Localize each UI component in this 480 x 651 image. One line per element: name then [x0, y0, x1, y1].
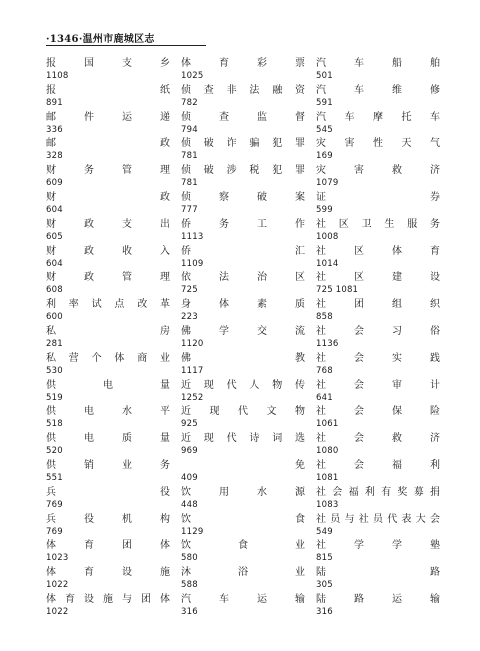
page-number: 815 — [316, 553, 333, 564]
index-term: 侨 务 工 作 — [181, 218, 305, 230]
page-number: 1025 — [181, 71, 204, 81]
index-term: 兵 役 机 构 — [46, 513, 170, 525]
page-number: 1120 — [181, 338, 204, 349]
page-number: 781 — [181, 178, 198, 189]
index-entry — [46, 245, 170, 272]
index-term: 体 育 设 施 与 团 体 — [46, 593, 170, 605]
page-number: 519 — [46, 392, 63, 403]
index-term: 财 政 — [46, 191, 170, 203]
index-term: 灾 害 救 济 — [316, 165, 440, 177]
page-number: 725 — [181, 285, 198, 296]
index-term: 财 政 收 入 — [46, 245, 170, 257]
index-term: 身 体 素 质 — [181, 299, 305, 311]
index-entry — [316, 218, 440, 245]
page-number: 599 — [316, 204, 333, 215]
page-number: 605 — [46, 231, 63, 242]
index-term: 体 育 彩 票 — [181, 58, 305, 69]
index-entry — [46, 137, 170, 164]
page-number: 588 — [181, 580, 198, 591]
index-term: 社 区 体 育 — [316, 245, 440, 257]
index-term: 侦 查 监 督 — [181, 111, 305, 123]
index-term: 饮 用 水 源 — [181, 486, 305, 498]
index-entry — [316, 539, 440, 566]
index-term: 报 纸 — [46, 84, 170, 96]
page-number: 448 — [181, 499, 198, 510]
index-term: 证 券 — [316, 191, 440, 203]
index-term: 社 会 救 济 — [316, 433, 440, 445]
index-entry — [316, 111, 440, 138]
index-entry — [181, 459, 305, 486]
index-entry — [46, 218, 170, 245]
page-number: 891 — [46, 97, 63, 108]
page-number: 600 — [46, 312, 63, 323]
index-entry — [181, 539, 305, 566]
index-entry — [181, 84, 305, 111]
index-term: 饮 食 — [181, 513, 305, 525]
index-term: 社 会 福 利 有 奖 募 捐 — [316, 486, 440, 498]
index-entry — [316, 57, 440, 84]
page-number: 794 — [181, 124, 198, 135]
page-number: 725 1081 — [316, 285, 359, 296]
index-term: 饮 食 业 — [181, 540, 305, 552]
index-term: 邮 件 运 递 — [46, 111, 170, 123]
page-number: 1129 — [181, 526, 204, 537]
index-entry — [46, 379, 170, 406]
index-term: 供 电 质 量 — [46, 433, 170, 445]
index-term: 社 区 卫 生 服 务 — [316, 218, 440, 230]
index-entry — [316, 486, 440, 513]
page-number: 1081 — [316, 472, 339, 483]
page-number: 336 — [46, 124, 63, 135]
index-term: 侦 察 破 案 — [181, 191, 305, 203]
index-entry — [46, 513, 170, 540]
index-entry — [46, 57, 170, 84]
index-entry — [181, 111, 305, 138]
index-term: 财 政 管 理 — [46, 272, 170, 284]
page-number: 609 — [46, 178, 63, 189]
page-number: 769 — [46, 526, 63, 537]
page-number: 925 — [181, 419, 198, 430]
page-number: 530 — [46, 365, 63, 376]
index-term: 近 现 代 文 物 — [181, 406, 305, 418]
page-number: 969 — [181, 446, 198, 457]
index-term: 财 政 支 出 — [46, 218, 170, 230]
index-term: 利 率 试 点 改 革 — [46, 299, 170, 311]
index-entry — [316, 405, 440, 432]
index-entry — [46, 191, 170, 218]
page-number: 305 — [316, 580, 333, 591]
index-term: 社 员 与 社 员 代 表 大 会 — [316, 513, 440, 525]
page-number: 1008 — [316, 231, 339, 242]
index-entry — [46, 566, 170, 593]
page-number: 781 — [181, 151, 198, 162]
index-term: 社 学 学 塾 — [316, 540, 440, 552]
page-number: 1136 — [316, 338, 339, 349]
index-entry — [181, 218, 305, 245]
index-entry — [181, 513, 305, 540]
page-number: 409 — [181, 472, 198, 483]
page-number: 1083 — [316, 499, 339, 510]
index-entry — [181, 379, 305, 406]
index-term: 佛 学 交 流 — [181, 325, 305, 337]
index-entry — [181, 486, 305, 513]
index-entry — [316, 566, 440, 593]
page-number: 604 — [46, 204, 63, 215]
page-number: 328 — [46, 151, 63, 162]
index-entry — [316, 137, 440, 164]
page-number: 1022 — [46, 580, 69, 591]
page-number: 858 — [316, 312, 333, 323]
index-term: 侨 汇 — [181, 245, 305, 257]
index-term: 汽 车 运 输 — [181, 593, 305, 605]
index-term: 财 务 管 理 — [46, 165, 170, 177]
index-entry — [46, 352, 170, 379]
index-entry — [316, 325, 440, 352]
index-term: 依 法 治 区 — [181, 272, 305, 284]
index-term: 社 团 组 织 — [316, 299, 440, 311]
index-entry — [316, 298, 440, 325]
page-number: 316 — [316, 606, 333, 617]
page-number: 768 — [316, 365, 333, 376]
index-term: 社 会 实 践 — [316, 352, 440, 364]
index-term: 私 房 — [46, 325, 170, 337]
index-entry — [46, 271, 170, 298]
index-entry — [181, 271, 305, 298]
index-term: 供 电 水 平 — [46, 406, 170, 418]
page-number: 223 — [181, 312, 198, 323]
index-term: 陆 路 — [316, 567, 440, 579]
index-entry — [316, 271, 440, 298]
index-entry — [316, 164, 440, 191]
index-entry — [316, 459, 440, 486]
index-term: 社 区 建 设 — [316, 272, 440, 284]
page-number: 580 — [181, 553, 198, 564]
index-column-middle — [181, 57, 305, 620]
page-number: 591 — [316, 97, 333, 108]
index-term: 体 育 设 施 — [46, 567, 170, 579]
index-term: 私 营 个 体 商 业 — [46, 352, 170, 364]
index-entry — [316, 191, 440, 218]
index-term: 汽 车 维 修 — [316, 84, 440, 96]
index-entry — [46, 298, 170, 325]
index-term: 佛 教 — [181, 352, 305, 364]
page-number: 1023 — [46, 553, 69, 564]
index-term: 近 现 代 人 物 传 — [181, 379, 305, 391]
index-entry — [46, 405, 170, 432]
page-number: 777 — [181, 204, 198, 215]
index-term: 报 国 支 乡 — [46, 58, 170, 69]
page-number: 608 — [46, 285, 63, 296]
index-term: 侦 破 涉 税 犯 罪 — [181, 165, 305, 177]
page-number: 1109 — [181, 258, 204, 269]
index-entry — [46, 164, 170, 191]
index-term: 汽 车 摩 托 车 — [316, 111, 440, 123]
index-entry — [181, 137, 305, 164]
index-entry — [46, 432, 170, 459]
index-entry — [181, 352, 305, 379]
page-number: 1113 — [181, 231, 204, 242]
index-entry — [181, 298, 305, 325]
index-entry — [46, 84, 170, 111]
index-entry — [181, 164, 305, 191]
index-entry — [46, 486, 170, 513]
index-entry — [316, 432, 440, 459]
index-entry — [316, 245, 440, 272]
index-term: 邮 政 — [46, 138, 170, 150]
index-entry — [316, 379, 440, 406]
index-term: 社 会 审 计 — [316, 379, 440, 391]
index-term: 供 电 量 — [46, 379, 170, 391]
index-entry — [181, 325, 305, 352]
page-number: 782 — [181, 97, 198, 108]
index-term: 近 现 代 诗 词 选 — [181, 433, 305, 445]
page-number: 604 — [46, 258, 63, 269]
page-number: 520 — [46, 446, 63, 457]
index-term: 兵 役 — [46, 486, 170, 498]
running-header: ·1346·温州市鹿城区志 — [46, 34, 155, 45]
page-number: 501 — [316, 71, 333, 81]
page-number: 1079 — [316, 178, 339, 189]
index-entry — [181, 593, 305, 620]
page-number: 551 — [46, 472, 63, 483]
index-entry — [181, 57, 305, 84]
index-entry — [181, 566, 305, 593]
index-entry — [181, 191, 305, 218]
index-entry — [181, 245, 305, 272]
page-number: 545 — [316, 124, 333, 135]
index-term: 侦 破 诈 骗 犯 罪 — [181, 138, 305, 150]
index-term: 灾 害 性 天 气 — [316, 138, 440, 150]
index-entry — [316, 593, 440, 620]
page-number: 549 — [316, 526, 333, 537]
page-number: 281 — [46, 338, 63, 349]
index-entry — [46, 539, 170, 566]
page-number: 1022 — [46, 606, 69, 617]
index-term: 免 — [295, 459, 305, 471]
page-number: 641 — [316, 392, 333, 403]
index-entry — [181, 432, 305, 459]
page-number: 769 — [46, 499, 63, 510]
page-number: 1014 — [316, 258, 339, 269]
page-number: 316 — [181, 606, 198, 617]
index-entry — [316, 352, 440, 379]
index-entry — [46, 325, 170, 352]
index-entry — [46, 111, 170, 138]
index-entry — [316, 84, 440, 111]
page-number: 1252 — [181, 392, 204, 403]
index-term: 社 会 福 利 — [316, 459, 440, 471]
index-term: 供 销 业 务 — [46, 459, 170, 471]
index-term: 体 育 团 体 — [46, 540, 170, 552]
index-term: 沐 浴 业 — [181, 567, 305, 579]
index-entry — [181, 405, 305, 432]
index-term: 侦 查 非 法 融 资 — [181, 84, 305, 96]
page-number: 169 — [316, 151, 333, 162]
index-entry — [46, 593, 170, 620]
page-number: 1080 — [316, 446, 339, 457]
page-number: 1061 — [316, 419, 339, 430]
header-rule — [46, 45, 206, 46]
index-term: 社 会 习 俗 — [316, 325, 440, 337]
page-number: 1117 — [181, 365, 204, 376]
index-term: 汽 车 船 舶 — [316, 58, 440, 69]
page-number: 518 — [46, 419, 63, 430]
index-entry — [46, 459, 170, 486]
index-term: 社 会 保 险 — [316, 406, 440, 418]
index-term: 陆 路 运 输 — [316, 593, 440, 605]
index-column-left — [46, 57, 170, 620]
page-number: 1108 — [46, 71, 69, 81]
subject-index — [46, 57, 440, 620]
index-entry — [316, 513, 440, 540]
index-column-right — [316, 57, 440, 620]
